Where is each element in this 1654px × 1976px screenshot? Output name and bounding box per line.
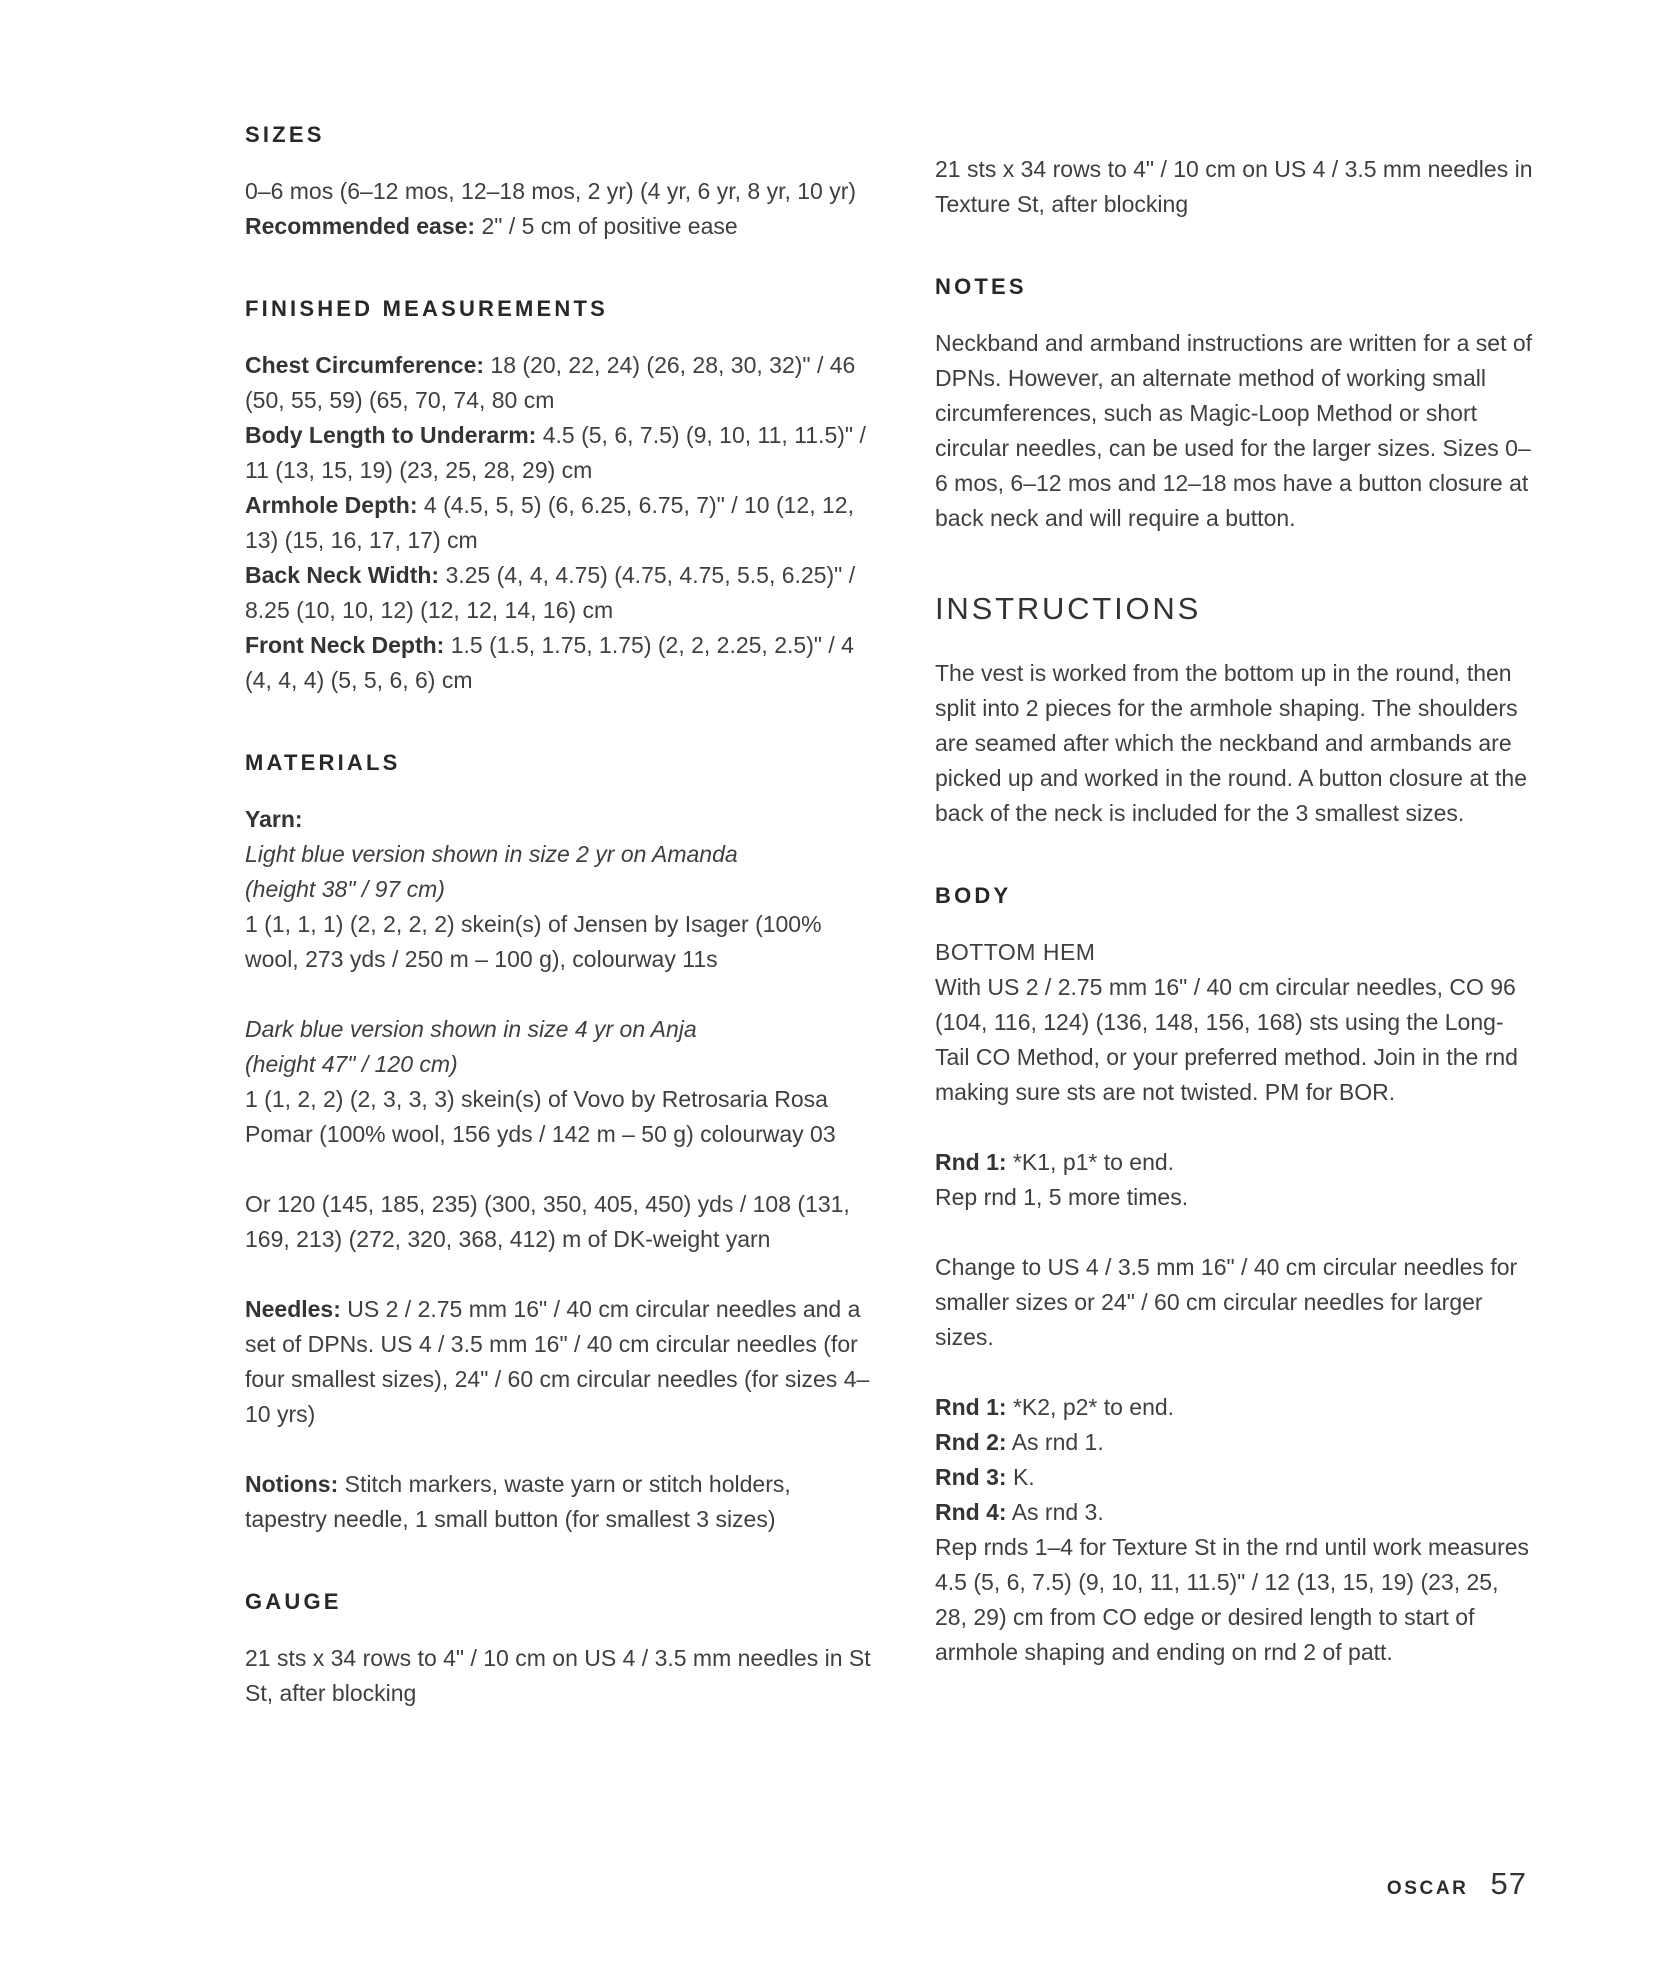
footer-page-number: 57: [1490, 1866, 1527, 1901]
rib-repeat: Rep rnd 1, 5 more times.: [935, 1184, 1189, 1210]
texture-round: [935, 1425, 1535, 1460]
texture-round: [935, 1460, 1535, 1495]
left-column: [245, 122, 873, 1711]
measurement-item: [245, 348, 873, 418]
needles-value: US 2 / 2.75 mm 16" / 40 cm circular needles and a set of DPNs. US 4 / 3.5 mm 16" / 40 cm circular needles (for four smallest sizes), 24" / 60 cm circular needles (for sizes 4–10 yrs): [245, 1296, 870, 1427]
yarn-alt-yardage: Or 120 (145, 185, 235) (300, 350, 405, 450) yds / 108 (131, 169, 213) (272, 320, 368, 412) m of DK-weight yarn: [245, 1191, 850, 1252]
yarn-detail-light: 1 (1, 1, 1) (2, 2, 2, 2) skein(s) of Jensen by Isager (100% wool, 273 yds / 250 m – 100 g), colourway 11s: [245, 911, 822, 972]
texture-round: [935, 1390, 1535, 1425]
measurement-item: [245, 558, 873, 628]
notions-value: Stitch markers, waste yarn or stitch holders, tapestry needle, 1 small button (for smallest 3 sizes): [245, 1471, 791, 1532]
yarn-version-note-dark-height: (height 47" / 120 cm): [245, 1051, 458, 1077]
needle-change-paragraph: Change to US 4 / 3.5 mm 16" / 40 cm circular needles for smaller sizes or 24" / 60 cm circular needles for larger sizes.: [935, 1254, 1518, 1350]
texture-round-label: Rnd 3:: [935, 1464, 1007, 1490]
rib-round: [935, 1145, 1535, 1180]
notions-label: Notions:: [245, 1471, 339, 1497]
notions-item: [245, 1467, 873, 1537]
texture-round-text: *K2, p2* to end.: [1012, 1394, 1175, 1420]
texture-round-text: K.: [1012, 1464, 1035, 1490]
measurement-value: 1.5 (1.5, 1.75, 1.75) (2, 2, 2.25, 2.5)" / 4 (4, 4, 4) (5, 5, 6, 6) cm: [245, 632, 854, 693]
rib-round-label: Rnd 1:: [935, 1149, 1007, 1175]
measurement-label: Back Neck Width:: [245, 562, 440, 588]
texture-round-text: As rnd 1.: [1011, 1429, 1104, 1455]
needles-item: [245, 1292, 873, 1432]
yarn-label: Yarn:: [245, 806, 303, 832]
footer-pattern-name: OSCAR: [1386, 1878, 1469, 1899]
body-heading: BODY: [935, 883, 1012, 908]
measurement-item: [245, 418, 873, 488]
sizes-range: 0–6 mos (6–12 mos, 12–18 mos, 2 yr) (4 yr, 6 yr, 8 yr, 10 yr): [245, 178, 857, 204]
measurement-value: 4 (4.5, 5, 5) (6, 6.25, 6.75, 7)" / 10 (12, 12, 13) (15, 16, 17, 17) cm: [245, 492, 854, 553]
needles-label: Needles:: [245, 1296, 341, 1322]
measurement-value: 3.25 (4, 4, 4.75) (4.75, 4.75, 5.5, 6.25)" / 8.25 (10, 10, 12) (12, 12, 14, 16) cm: [245, 562, 856, 623]
gauge-stst: 21 sts x 34 rows to 4" / 10 cm on US 4 / 3.5 mm needles in St St, after blocking: [245, 1645, 871, 1706]
sizes-heading: SIZES: [245, 122, 325, 147]
measurement-label: Front Neck Depth:: [245, 632, 445, 658]
rib-round-text: *K1, p1* to end.: [1012, 1149, 1175, 1175]
bottom-hem-label: BOTTOM HEM: [935, 939, 1096, 965]
notes-paragraph: Neckband and armband instructions are written for a set of DPNs. However, an alternate method of working small circumferences, such as Magic-Loop Method or short circular needles, can be used for the larger sizes. Sizes 0–6 mos, 6–12 mos and 12–18 mos have a button closure at back neck and will require a button.: [935, 330, 1533, 531]
yarn-detail-dark: 1 (1, 2, 2) (2, 3, 3, 3) skein(s) of Vovo by Retrosaria Rosa Pomar (100% wool, 156 yds / 142 m – 50 g) colourway 03: [245, 1086, 836, 1147]
gauge-heading: GAUGE: [245, 1589, 342, 1614]
yarn-version-note-light-height: (height 38" / 97 cm): [245, 876, 445, 902]
yarn-version-note-light: Light blue version shown in size 2 yr on Amanda: [245, 841, 738, 867]
instructions-heading: INSTRUCTIONS: [935, 591, 1202, 626]
right-column: [935, 152, 1535, 1670]
bottom-hem-paragraph: With US 2 / 2.75 mm 16" / 40 cm circular needles, CO 96 (104, 116, 124) (136, 148, 156, 168) sts using the Long-Tail CO Method, or your preferred method. Join in the rnd making sure sts are not twisted. PM for BOR.: [935, 974, 1518, 1105]
page-footer: [1387, 1866, 1527, 1906]
yarn-version-note-dark: Dark blue version shown in size 4 yr on Anja: [245, 1016, 697, 1042]
measurement-item: [245, 488, 873, 558]
measurement-label: Body Length to Underarm:: [245, 422, 537, 448]
recommended-ease: [245, 209, 873, 244]
finished-measurements-heading: FINISHED MEASUREMENTS: [245, 296, 608, 321]
texture-round-label: Rnd 4:: [935, 1499, 1007, 1525]
materials-heading: MATERIALS: [245, 750, 401, 775]
texture-repeat: Rep rnds 1–4 for Texture St in the rnd until work measures 4.5 (5, 6, 7.5) (9, 10, 11, 11.5)" / 12 (13, 15, 19) (23, 25, 28, 29) cm from CO edge or desired length to start of armhole shaping and ending on rnd 2 of patt.: [935, 1534, 1530, 1665]
recommended-ease-value: 2" / 5 cm of positive ease: [481, 213, 738, 239]
recommended-ease-label: Recommended ease:: [245, 213, 476, 239]
measurement-label: Chest Circumference:: [245, 352, 485, 378]
measurement-value: 18 (20, 22, 24) (26, 28, 30, 32)" / 46 (50, 55, 59) (65, 70, 74, 80 cm: [245, 352, 856, 413]
instructions-intro: The vest is worked from the bottom up in the round, then split into 2 pieces for the armhole shaping. The shoulders are seamed after which the neckband and armbands are picked up and worked in the round. A button closure at the back of the neck is included for the 3 smallest sizes.: [935, 660, 1528, 826]
texture-round-label: Rnd 2:: [935, 1429, 1007, 1455]
texture-round: [935, 1495, 1535, 1530]
texture-round-label: Rnd 1:: [935, 1394, 1007, 1420]
texture-round-text: As rnd 3.: [1011, 1499, 1104, 1525]
gauge-texture: 21 sts x 34 rows to 4" / 10 cm on US 4 / 3.5 mm needles in Texture St, after blocking: [935, 156, 1533, 217]
measurement-item: [245, 628, 873, 698]
measurement-value: 4.5 (5, 6, 7.5) (9, 10, 11, 11.5)" / 11 (13, 15, 19) (23, 25, 28, 29) cm: [245, 422, 866, 483]
notes-heading: NOTES: [935, 274, 1027, 299]
measurement-label: Armhole Depth:: [245, 492, 418, 518]
